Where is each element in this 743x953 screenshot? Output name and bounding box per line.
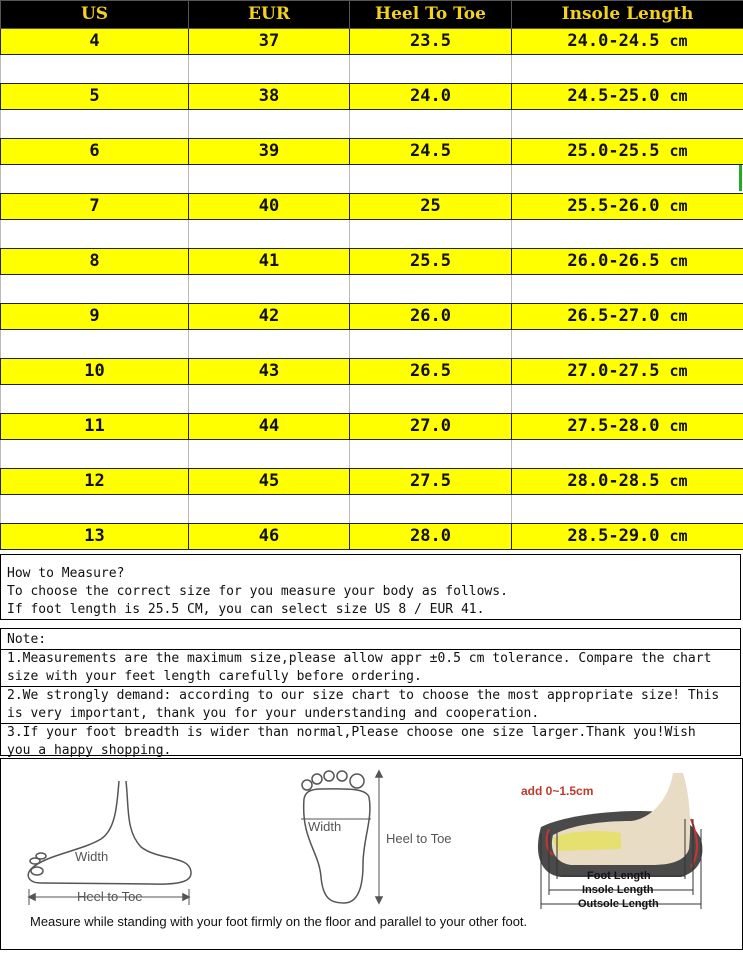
us-cell: 7 xyxy=(1,194,189,220)
spacer-cell xyxy=(350,440,512,469)
shoe-add-label: add 0~1.5cm xyxy=(521,784,593,798)
sole-heel-label: Heel to Toe xyxy=(386,831,452,846)
spacer-row xyxy=(1,165,743,194)
spacer-cell xyxy=(1,275,189,304)
note-line: 1.Measurements are the maximum size,please allow appr ±0.5 cm tolerance. Compare the chart xyxy=(1,650,740,668)
heel-cell: 25 xyxy=(350,194,512,220)
us-cell: 10 xyxy=(1,359,189,385)
insole-unit: cm xyxy=(670,197,688,215)
spacer-cell xyxy=(189,165,350,194)
spacer-row xyxy=(1,110,743,139)
spacer-cell xyxy=(1,165,189,194)
note-line: you a happy shopping. xyxy=(1,742,740,760)
insole-unit: cm xyxy=(670,417,688,435)
eur-cell: 38 xyxy=(189,84,350,110)
side-foot-icon xyxy=(28,781,191,905)
spacer-cell xyxy=(189,220,350,249)
insole-cell xyxy=(512,29,743,55)
shoe-insole-label: Insole Length xyxy=(582,884,654,896)
table-row xyxy=(1,524,743,550)
eur-cell: 43 xyxy=(189,359,350,385)
heel-cell: 28.0 xyxy=(350,524,512,550)
insole-cell xyxy=(512,84,743,110)
insole-value: 28.0-28.5 xyxy=(567,471,659,491)
edge-marker xyxy=(739,165,742,191)
eur-cell: 40 xyxy=(189,194,350,220)
header-eur: EUR xyxy=(189,1,350,29)
spacer-row xyxy=(1,275,743,304)
shoe-outsole-label: Outsole Length xyxy=(578,898,659,910)
note-line: is very important, thank you for your understanding and cooperation. xyxy=(1,705,740,724)
heel-cell: 25.5 xyxy=(350,249,512,275)
note-line: 3.If your foot breadth is wider than normal,Please choose one size larger.Thank you!Wish xyxy=(1,724,740,742)
eur-cell: 39 xyxy=(189,139,350,165)
spacer-cell xyxy=(189,495,350,524)
spacer-cell xyxy=(189,385,350,414)
insole-value: 27.0-27.5 xyxy=(567,361,659,381)
spacer-row xyxy=(1,55,743,84)
eur-cell: 42 xyxy=(189,304,350,330)
eur-cell: 37 xyxy=(189,29,350,55)
insole-unit: cm xyxy=(670,252,688,270)
spacer-cell xyxy=(350,330,512,359)
spacer-cell xyxy=(1,220,189,249)
insole-unit: cm xyxy=(670,362,688,380)
insole-cell xyxy=(512,249,743,275)
spacer-cell xyxy=(512,275,743,304)
sole-foot-icon xyxy=(301,771,382,903)
side-heel-label: Heel to Toe xyxy=(77,889,143,904)
heel-cell: 24.0 xyxy=(350,84,512,110)
spacer-row xyxy=(1,385,743,414)
us-cell: 4 xyxy=(1,29,189,55)
table-row xyxy=(1,139,743,165)
table-row xyxy=(1,469,743,495)
insole-value: 26.5-27.0 xyxy=(567,306,659,326)
spacer-cell xyxy=(512,440,743,469)
table-header-row xyxy=(1,1,743,29)
spacer-cell xyxy=(350,55,512,84)
spacer-row xyxy=(1,495,743,524)
table-row xyxy=(1,29,743,55)
spacer-row xyxy=(1,220,743,249)
spacer-cell xyxy=(1,495,189,524)
spacer-cell xyxy=(512,110,743,139)
spacer-cell xyxy=(350,385,512,414)
insole-cell xyxy=(512,524,743,550)
header-insole-length: Insole Length xyxy=(512,1,743,29)
insole-value: 27.5-28.0 xyxy=(567,416,659,436)
spacer-cell xyxy=(1,385,189,414)
table-row xyxy=(1,194,743,220)
insole-unit: cm xyxy=(670,87,688,105)
spacer-cell xyxy=(512,220,743,249)
insole-cell xyxy=(512,304,743,330)
spacer-cell xyxy=(1,55,189,84)
sole-width-label: Width xyxy=(308,819,341,834)
heel-cell: 27.5 xyxy=(350,469,512,495)
insole-unit: cm xyxy=(670,307,688,325)
side-width-label: Width xyxy=(75,849,108,864)
spacer-cell xyxy=(350,110,512,139)
spacer-row xyxy=(1,330,743,359)
table-row xyxy=(1,414,743,440)
how-to-line: If foot length is 25.5 CM, you can select size US 8 / EUR 41. xyxy=(1,601,740,619)
us-cell: 12 xyxy=(1,469,189,495)
spacer-row xyxy=(1,440,743,469)
table-row xyxy=(1,249,743,275)
us-cell: 11 xyxy=(1,414,189,440)
insole-value: 25.5-26.0 xyxy=(567,196,659,216)
us-cell: 6 xyxy=(1,139,189,165)
spacer-cell xyxy=(512,330,743,359)
insole-unit: cm xyxy=(670,472,688,490)
spacer-cell xyxy=(350,495,512,524)
eur-cell: 46 xyxy=(189,524,350,550)
note-line: 2.We strongly demand: according to our size chart to choose the most appropriate size! This xyxy=(1,687,740,705)
us-cell: 13 xyxy=(1,524,189,550)
heel-cell: 24.5 xyxy=(350,139,512,165)
insole-cell xyxy=(512,139,743,165)
insole-cell xyxy=(512,194,743,220)
table-row xyxy=(1,84,743,110)
spacer-cell xyxy=(512,55,743,84)
insole-value: 24.5-25.0 xyxy=(567,86,659,106)
how-to-title: How to Measure? xyxy=(1,565,740,583)
spacer-cell xyxy=(189,275,350,304)
note-title: Note: xyxy=(1,631,740,650)
spacer-cell xyxy=(350,220,512,249)
spacer-cell xyxy=(189,330,350,359)
shoe-foot-label: Foot Length xyxy=(587,870,651,882)
heel-cell: 27.0 xyxy=(350,414,512,440)
spacer-cell xyxy=(512,385,743,414)
spacer-cell xyxy=(1,440,189,469)
spacer-cell xyxy=(350,165,512,194)
note-line: size with your feet length carefully before ordering. xyxy=(1,668,740,687)
header-heel-to-toe: Heel To Toe xyxy=(350,1,512,29)
spacer-cell xyxy=(189,110,350,139)
eur-cell: 45 xyxy=(189,469,350,495)
heel-cell: 26.0 xyxy=(350,304,512,330)
insole-cell xyxy=(512,469,743,495)
table-row xyxy=(1,359,743,385)
us-cell: 5 xyxy=(1,84,189,110)
table-row xyxy=(1,304,743,330)
insole-unit: cm xyxy=(670,142,688,160)
insole-value: 24.0-24.5 xyxy=(567,31,659,51)
spacer-cell xyxy=(1,330,189,359)
spacer-cell xyxy=(350,275,512,304)
insole-value: 25.0-25.5 xyxy=(567,141,659,161)
spacer-cell xyxy=(1,110,189,139)
insole-value: 26.0-26.5 xyxy=(567,251,659,271)
insole-value: 28.5-29.0 xyxy=(567,526,659,546)
spacer-cell xyxy=(189,440,350,469)
eur-cell: 44 xyxy=(189,414,350,440)
insole-cell xyxy=(512,359,743,385)
header-us: US xyxy=(1,1,189,29)
note-block xyxy=(0,628,741,756)
insole-unit: cm xyxy=(670,527,688,545)
insole-unit: cm xyxy=(670,32,688,50)
heel-cell: 26.5 xyxy=(350,359,512,385)
spacer-cell xyxy=(189,55,350,84)
how-to-line: To choose the correct size for you measure your body as follows. xyxy=(1,583,740,601)
heel-cell: 23.5 xyxy=(350,29,512,55)
insole-cell xyxy=(512,414,743,440)
us-cell: 9 xyxy=(1,304,189,330)
spacer-cell xyxy=(512,165,743,194)
figure-caption: Measure while standing with your foot firmly on the floor and parallel to your other foot. xyxy=(30,914,527,929)
how-to-measure-block xyxy=(0,554,741,620)
us-cell: 8 xyxy=(1,249,189,275)
spacer-cell xyxy=(512,495,743,524)
eur-cell: 41 xyxy=(189,249,350,275)
